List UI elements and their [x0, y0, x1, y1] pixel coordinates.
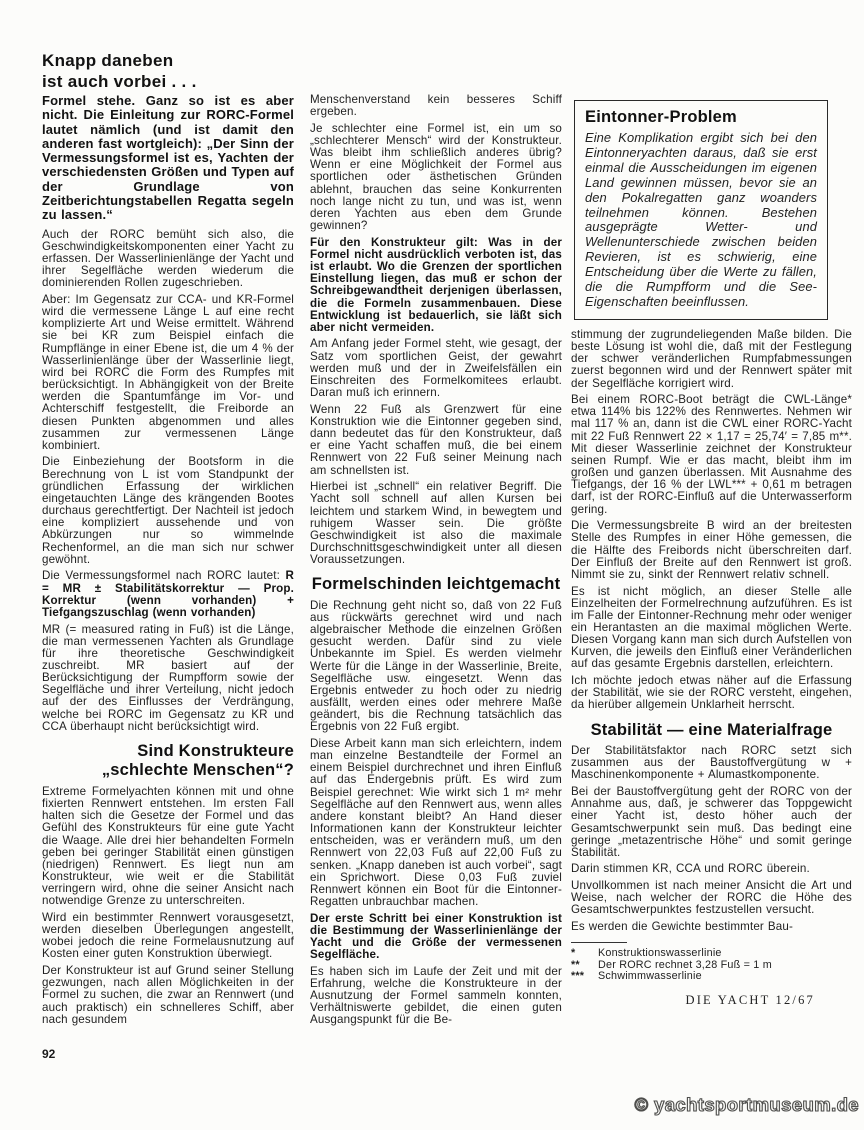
- article-paragraph: Die Einbeziehung der Bootsform in die Berechnung von L ist vom Standpunkt der gründlichen Erfassung der wirklichen eingetauchten Länge des krängenden Bootes durchaus gerechtfertigt. Der Nachteil ist jedoch eine kompliziert aussehende und von Abkürzungen nur so wimmelnde Rechenformel, an die man sich nur schwer gewöhnt.: [42, 455, 294, 566]
- footnote-text: Konstruktionswasserlinie: [598, 947, 722, 960]
- article-paragraph: Es haben sich im Laufe der Zeit und mit der Erfahrung, welche die Konstrukteure in der Ausnutzung der Formel sammeln konnten, Verhältniswerte gebildet, die einen guten Ausgangspunkt für die Be-: [310, 964, 562, 1027]
- article-paragraph: Auch der RORC bemüht sich also, die Geschwindigkeitskomponenten einer Yacht zu erfassen. Der Wasserlinienlänge der Yacht und ihrer Segelfläche werden wiederum die dominierenden Rollen zugeschrieben.: [42, 227, 294, 290]
- article-paragraph: Für den Konstrukteur gilt: Was in der Formel nicht ausdrücklich verboten ist, das ist erlaubt. Wo die Grenzen der sportlichen Einstellung liegen, das muß er schon der Schreibgewandtheit derjenigen überlassen, die die Formeln zusammenbauen. Diese Entwicklung ist bedauerlich, sie läßt sich aber nicht vermeiden.: [310, 235, 562, 334]
- article-paragraph: Extreme Formelyachten können mit und ohne fixierten Rennwert entstehen. Im ersten Fall halten sich die Gesetze der Formel und das Gefühl des Konstrukteurs für eine gute Yacht die Waage. Alle drei hier behandelten Formeln geben bei geringer Stabilität einen günstigen (niedrigen) Rennwert. Es liegt nun am Konstrukteur, wie weit er die Stabilität verringern wird, ohne die seiner Ansicht nach notwendige Grenze zu unterschreiten.: [42, 784, 294, 908]
- article-paragraph: Formel stehe. Ganz so ist es aber nicht. Die Einleitung zur RORC-Formel lautet nämlich (und ist damit den anderen fast wortgleich): „Der Sinn der Vermessungsformel ist es, Yachten der verschiedensten Größen und Typen auf der Grundlage von Zeitberichtungstabellen Regatta segeln zu lassen.“: [42, 93, 294, 223]
- section-heading: Formelschinden leichtgemacht: [311, 575, 561, 594]
- article-paragraph: Unvollkommen ist nach meiner Ansicht die Art und Weise, nach welcher der RORC die Höhe des Gesamtschwerpunktes festzustellen versucht.: [571, 879, 852, 917]
- footnote-divider: [571, 942, 627, 943]
- footnote-text: Schwimmwasserlinie: [598, 970, 702, 983]
- article-paragraph: Diese Arbeit kann man sich erleichtern, indem man einzelne Bestandteile der Formel an einem Beispiel durchrechnet und ihren Einfluß auf das Endergebnis prüft. Es wird zum Beispiel gerechnet: Wie wirkt sich 1 m² mehr Segelfläche auf den Rennwert aus, wenn alles andere konstant bleibt? An Hand dieser Informationen kann der Konstrukteur leichter entscheiden, was er verändern muß, um den Rennwert von 22,03 Fuß auf 22,00 Fuß zu senken. „Knapp daneben ist auch vorbei“, sagt ein Sprichwort. Diese 0,03 Fuß zuviel Rennwert können ein Boot für die Eintonner-Regatten unbrauchbar machen.: [310, 737, 562, 909]
- footnote-text: Der RORC rechnet 3,28 Fuß = 1 m: [598, 958, 772, 971]
- article-title: [42, 50, 322, 92]
- article-paragraph: Ich möchte jedoch etwas näher auf die Erfassung der Stabilität, wie sie der RORC versteht, eingehen, da hierüber allgemein Unklarheit herrscht.: [571, 674, 852, 712]
- article-paragraph: Die Vermessungsbreite B wird an der breitesten Stelle des Rumpfes in einer Höhe gemessen, die die Hälfte des Freibords nicht überschreiten darf. Der Einfluß der Breite auf den Rennwert ist groß. Nimmt sie zu, sinkt der Rennwert relativ schnell.: [571, 519, 852, 581]
- footnote-marker: ***: [571, 970, 585, 983]
- article-paragraph: Bei der Baustoffvergütung geht der RORC von der Annahme aus, daß, je schwerer das Toppgewicht einer Yacht ist, desto höher auch der Gesamtschwerpunkt sein muß. Das bedingt eine geringe „metazentrische Höhe“ und somit geringe Stabilität.: [571, 785, 852, 859]
- article-paragraph: Es ist nicht möglich, an dieser Stelle alle Einzelheiten der Formelrechnung aufzuführen. Es ist im Falle der Eintonner-Rechnung mehr oder weniger ein Herantasten an die maximal möglichen Werte. Diesen Vorgang kann man sich durch Aufstellen von Kurven, die jeweils den Einfluß einer Veränderlichen auf das gesamte Ergebnis darstellen, erleichtern.: [571, 584, 852, 671]
- article-paragraph: Der Konstrukteur ist auf Grund seiner Stellung gezwungen, nach allen Möglichkeiten in der Formel zu suchen, die zwar an Rennwert (und auch praktisch) ein schnelleres Schiff, aber nach gesundem: [42, 964, 294, 1026]
- article-paragraph: Die Vermessungsformel nach RORC lautet: R = MR ± Stabilitätskorrektur — Prop. Korrektur (wenn vorhanden) + Tiefgangszuschlag (wenn vorhanden): [42, 569, 294, 619]
- article-paragraph: Hierbei ist „schnell“ ein relativer Begriff. Die Yacht soll schnell auf allen Kursen bei leichtem und starkem Wind, in bewegtem und ruhigem Wasser sein. Die größte Geschwindigkeit ist also die maximale Durchschnittsgeschwindigkeit unter all diesen Voraussetzungen.: [310, 480, 562, 567]
- page-number: 92: [42, 1047, 56, 1061]
- box-body: Eine Komplikation ergibt sich bei den Eintonneryachten daraus, daß sie erst einmal die Ausscheidungen im eigenen Land gewinnen müssen, bevor sie an den Pokalregatten ganz woanders teilnehmen können. Bestehen ausgeprägte Wetter- und Wellenunterschiede zwischen beiden Revieren, ist es schwierig, eine Entscheidung über die Werte zu fällen, die die Rumpfform und die See-Eigenschaften beeinflussen.: [585, 130, 817, 309]
- article-paragraph: stimmung der zugrundeliegenden Maße bilden. Die beste Lösung ist wohl die, daß mit der Festlegung der schwer veränderlichen Rumpfabmessungen zuerst begonnen wird und der Rennwert später mit der Segelfläche korrigiert wird.: [571, 327, 852, 390]
- article-paragraph: Wenn 22 Fuß als Grenzwert für eine Konstruktion wie die Eintonner gegeben sind, dann bedeutet das für den Konstrukteur, daß er eine Yacht schaffen muß, die bei einem Rennwert von 22 Fuß seiner Meinung nach am schnellsten ist.: [310, 402, 562, 477]
- article-paragraph: Es werden die Gewichte bestimmter Bau-: [571, 920, 793, 934]
- footnote-marker: *: [571, 947, 576, 960]
- journal-credit: DIE YACHT 12/67: [685, 993, 815, 1008]
- article-paragraph: MR (= measured rating in Fuß) ist die Länge, die man vermessenen Yachten als Grundlage für ihre theoretische Geschwindigkeit zuschreibt. MR basiert auf der Berücksichtigung der Rumpfform sowie der Segelfläche und ihrer Verteilung, nicht jedoch auf der des Einflusses der Verdrängung, welche bei RORC im Gegensatz zu KR und CCA überhaupt nicht berücksichtigt wird.: [42, 622, 294, 733]
- footnote-item: [571, 971, 852, 983]
- article-paragraph: Wird ein bestimmter Rennwert vorausgesetzt, werden dieselben Überlegungen angestellt, wobei jedoch die reine Formelausnutzung auf Kosten einer guten Konstruktion überwiegt.: [42, 910, 294, 961]
- formula-bold-text: R = MR ± Stabilitätskorrektur — Prop. Korrektur (wenn vorhanden) + Tiefgangszuschlag (wenn vorhanden): [42, 569, 294, 619]
- article-paragraph: Je schlechter eine Formel ist, ein um so „schlechterer Mensch“ wird der Konstrukteur. Was bleibt ihm schließlich anderes übrig? Wenn er eine Möglichkeit der Formel aus sportlichen oder ästhetischen Gründen ablehnt, brauchen das seine Konkurrenten noch lange nicht zu tun, und was ist, wenn deren Yachten aus eben dem Grunde gewinnen?: [310, 121, 562, 233]
- text-column-left: [42, 94, 294, 1030]
- footnote-marker: **: [571, 958, 580, 971]
- box-heading: Eintonner-Problem: [585, 108, 737, 126]
- text-column-right: [571, 94, 852, 1008]
- section-heading: Stabilität — eine Materialfrage: [590, 720, 833, 739]
- article-paragraph: Am Anfang jeder Formel steht, wie gesagt, der Satz vom sportlichen Geist, der gewahrt werden muß und der in Zweifelsfällen ein Einschreiten des Formelkomitees erlaubt. Daran muß ich erinnern.: [310, 337, 562, 400]
- eintonner-problem-box: [574, 100, 828, 320]
- section-heading: Sind Konstrukteure „schlechte Menschen“?: [101, 741, 294, 780]
- article-paragraph: Die Rechnung geht nicht so, daß von 22 Fuß aus rückwärts gerechnet wird und nach algebraischer Methode die einzelnen Größen gesucht werden. Dafür sind zu viele Unbekannte im Spiel. Es werden vielmehr Werte für die Länge in der Wasserlinie, Breite, Segelfläche usw. eingesetzt. Wenn das Ergebnis entweder zu hoch oder zu niedrig ausfällt, werden eines oder mehrere Maße geändert, bis die Rechnung tatsächlich das Ergebnis von 22 Fuß ergibt.: [310, 598, 562, 734]
- footnotes: [571, 942, 852, 983]
- article-paragraph: Darin stimmen KR, CCA und RORC überein.: [571, 862, 810, 876]
- article-title-line2: ist auch vorbei . . .: [42, 72, 197, 91]
- article-paragraph: Bei einem RORC-Boot beträgt die CWL-Länge* etwa 114% bis 122% des Rennwertes. Nehmen wir mal 117 % an, dann ist die CWL einer RORC-Yacht mit 22 Fuß Rennwert 22 × 1,17 = 25,74′ = 7,85 m**. Mit dieser Wasserlinie zeichnet der Konstrukteur seinen Rumpf. Wie er das macht, bleibt ihm im großen und ganzen überlassen. Mit Ausnahme des Tiefgangs, der 16 % der LWL*** + 0,61 m betragen darf, ist der RORC-Einfluß auf die Unterwasserform gering.: [571, 393, 852, 516]
- article-title-line1: Knapp daneben: [42, 51, 174, 70]
- article-paragraph: Aber: Im Gegensatz zur CCA- und KR-Formel wird die vermessene Länge L auf eine recht komplizierte Art und Weise ermittelt. Während sie bei KR zum Beispiel einfach die Rumpflänge in einer Ebene ist, die um 4 % der Wasserlinienlänge über der Wasserlinie liegt, wird bei RORC die Form des Rumpfes mit berücksichtigt. In Abhängigkeit von der Breite werden die Spantumfänge im Vor- und Achterschiff festgestellt, die Freiborde an diesen Punkten abgenommen und alles zusammen zur vermessenen Länge kombiniert.: [42, 292, 294, 452]
- article-paragraph: Der Stabilitätsfaktor nach RORC setzt sich zusammen aus der Baustoffvergütung w + Maschinenkomponente + Alumastkomponente.: [571, 744, 852, 782]
- watermark: © yachtsportmuseum.de: [634, 1094, 859, 1115]
- text-column-middle: [310, 94, 562, 1031]
- article-paragraph: Der erste Schritt bei einer Konstruktion ist die Bestimmung der Wasserlinienlänge der Yacht und die Größe der vermessenen Segelfläche.: [310, 911, 562, 962]
- article-paragraph: Menschenverstand kein besseres Schiff ergeben.: [310, 93, 562, 119]
